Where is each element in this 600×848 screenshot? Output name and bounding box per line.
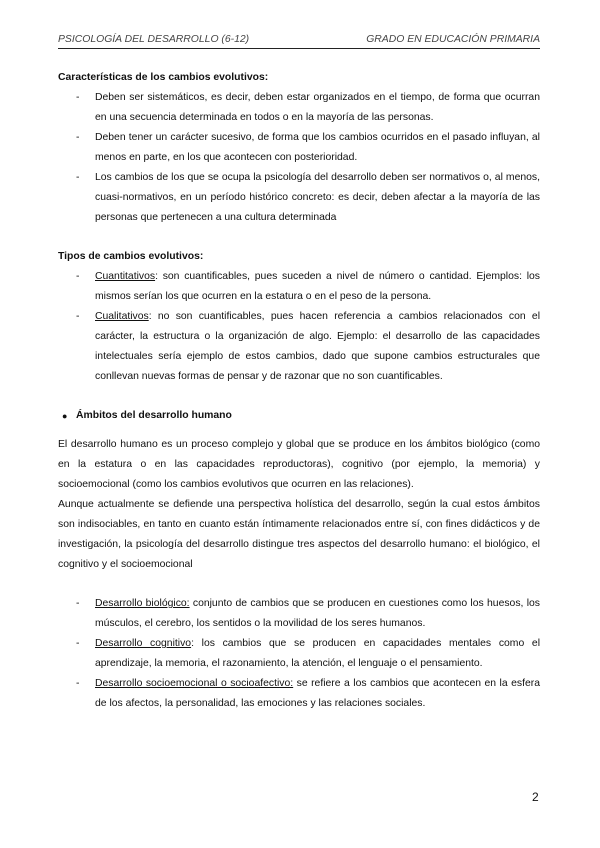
page-number: 2 xyxy=(532,790,539,804)
header-course-title: PSICOLOGÍA DEL DESARROLLO (6-12) xyxy=(58,34,250,45)
list-item: - Los cambios de los que se ocupa la psicología del desarrollo deben ser normativos o, al menos, cuasi-normativos, en un período histórico concreto: es decir, deben afectar a la mayoría de las personas que pertenecen a una cultura determinada xyxy=(58,168,540,228)
term-cognitive: Desarrollo cognitivo xyxy=(95,638,192,649)
list-item: - Desarrollo cognitivo: los cambios que se producen en capacidades mentales como el aprendizaje, la memoria, el razonamiento, la atención, el lenguaje o el pensamiento. xyxy=(58,634,540,674)
dash-marker: - xyxy=(76,271,80,282)
term-socioemotional: Desarrollo socioemocional o socioafectivo: xyxy=(95,678,294,689)
dash-marker: - xyxy=(76,638,80,649)
section-heading-domains: ● Ámbitos del desarrollo humano xyxy=(58,406,540,426)
types-list xyxy=(58,267,540,387)
dash-marker: - xyxy=(76,598,80,609)
list-item: - Cualitativos: no son cuantificables, pues hacen referencia a cambios relacionados con el carácter, la estructura o la organización de algo. Ejemplo: el desarrollo de las capacidades intelectuales sería ejemplo de estos cambios, dado que supone cambios estructurales que conllevan nuevas formas de pensar y de razonar que no son cuantificables. xyxy=(58,307,540,387)
list-item: - Deben tener un carácter sucesivo, de forma que los cambios ocurridos en el pasado influyan, al menos en parte, en los que acontecen con posterioridad. xyxy=(58,128,540,168)
page-header xyxy=(58,34,540,49)
term-qualitative: Cualitativos xyxy=(95,311,149,322)
domains-list xyxy=(58,594,540,714)
dash-marker: - xyxy=(76,132,80,143)
header-degree-title: GRADO EN EDUCACIÓN PRIMARIA xyxy=(366,34,540,45)
characteristics-list xyxy=(58,88,540,228)
list-item: - Deben ser sistemáticos, es decir, deben estar organizados en el tiempo, de forma que ocurran en una secuencia determinada en todos o en la mayoría de las personas. xyxy=(58,88,540,128)
dash-marker: - xyxy=(76,311,80,322)
bullet-icon: ● xyxy=(62,411,68,421)
dash-marker: - xyxy=(76,92,80,103)
dash-marker: - xyxy=(76,172,80,183)
term-quantitative: Cuantitativos xyxy=(95,271,156,282)
section-heading-types: Tipos de cambios evolutivos: xyxy=(58,251,204,262)
paragraph: Aunque actualmente se defiende una perspectiva holística del desarrollo, según la cual estos ámbitos son indisociables, en tanto en cuanto están íntimamente relacionados entre sí, con fines didácticos y de investigación, la psicología del desarrollo distingue tres aspectos del desarrollo humano: el biológico, el cognitivo y el socioemocional xyxy=(58,499,540,570)
dash-marker: - xyxy=(76,678,80,689)
list-item: - Desarrollo socioemocional o socioafectivo: se refiere a los cambios que acontecen en la esfera de los afectos, la personalidad, las emociones y las relaciones sociales. xyxy=(58,674,540,714)
paragraph: El desarrollo humano es un proceso complejo y global que se produce en los ámbitos biológico (como en la estatura o en las capacidades reproductoras), cognitivo (por ejemplo, la memoria) y socioemocional (como los cambios evolutivos que ocurren en las relaciones). xyxy=(58,439,540,490)
section-heading-characteristics: Características de los cambios evolutivos: xyxy=(58,72,269,83)
list-item: - Desarrollo biológico: conjunto de cambios que se producen en cuestiones como los huesos, los músculos, el cerebro, los sentidos o la movilidad de los seres humanos. xyxy=(58,594,540,634)
document-body xyxy=(58,68,540,714)
list-item: - Cuantitativos: son cuantificables, pues suceden a nivel de número o cantidad. Ejemplos: los mismos serían los que ocurren en la estatura o en el peso de la persona. xyxy=(58,267,540,307)
term-biological: Desarrollo biológico: xyxy=(95,598,190,609)
